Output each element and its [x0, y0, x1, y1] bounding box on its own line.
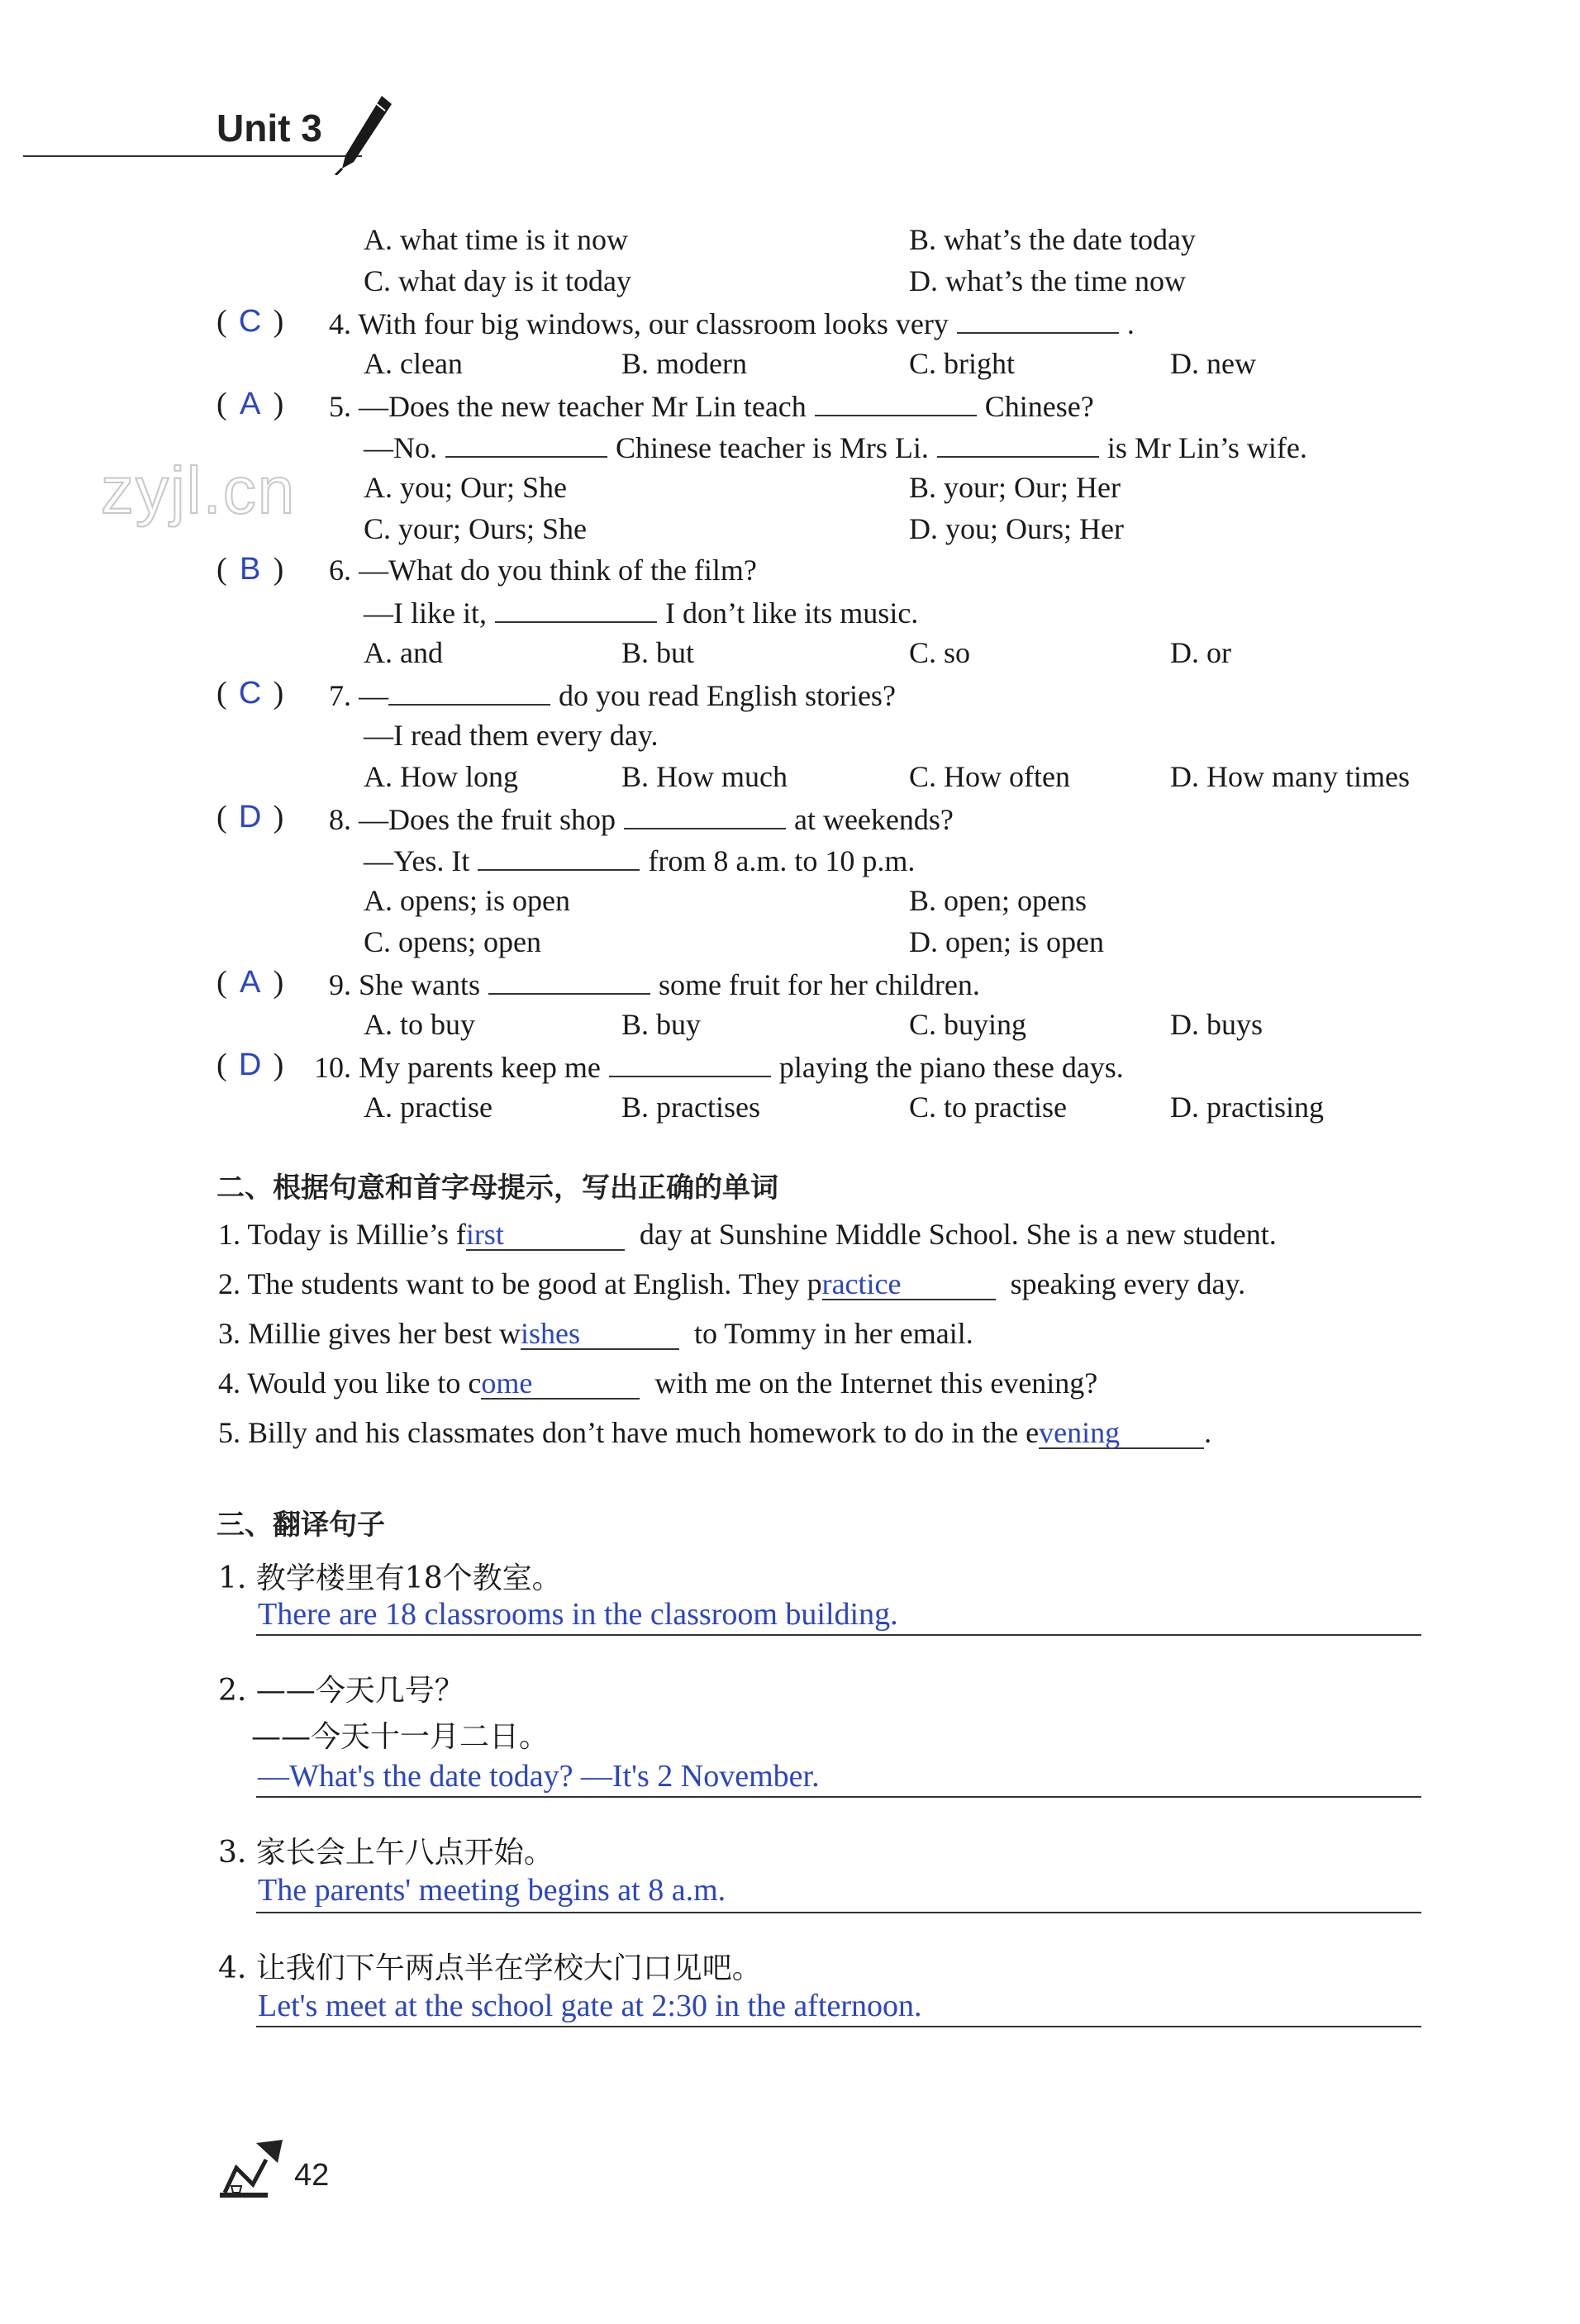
q10-option-b: B. practises — [621, 1091, 760, 1124]
q6-option-c: C. so — [909, 636, 971, 669]
translation-1-answer: There are 18 classrooms in the classroom building. — [258, 1597, 898, 1632]
answer-bracket-q9: ( A ) — [217, 965, 284, 1000]
translation-1-prompt: 1. 教学楼里有18个教室。 — [218, 1561, 562, 1595]
q3-option-c: C. what day is it today — [364, 264, 631, 297]
q5-option-d: D. you; Ours; Her — [909, 512, 1124, 545]
question-number: 10. — [314, 1051, 351, 1084]
answer-blank — [388, 679, 550, 706]
watermark: zyjl.cn — [101, 454, 297, 527]
fill-blank — [521, 1319, 679, 1350]
answer-blank — [609, 1051, 771, 1077]
answer-blank — [495, 596, 657, 623]
answer-letter: C — [238, 304, 262, 339]
q7-option-d: D. How many times — [1170, 760, 1410, 793]
q10-option-d: D. practising — [1170, 1091, 1324, 1124]
item-suffix: with me on the Internet this evening? — [654, 1366, 1098, 1400]
filled-answer: ractice — [821, 1267, 902, 1300]
question-stem-end: at weekends? — [793, 803, 954, 836]
question-stem: —Does the fruit shop — [359, 803, 616, 836]
filled-answer: ome — [481, 1366, 533, 1400]
translation-2-answer: —What's the date today? —It's 2 November. — [258, 1759, 820, 1794]
q8-option-d: D. open; is open — [909, 925, 1104, 958]
answer-bracket-q7: ( C ) — [217, 676, 284, 711]
filled-answer: vening — [1039, 1416, 1121, 1449]
item-prefix: 1. Today is Millie’s f — [218, 1218, 466, 1251]
q9-option-d: D. buys — [1170, 1008, 1264, 1041]
q5-option-c: C. your; Ours; She — [364, 512, 587, 545]
item-prefix: 4. Would you like to c — [218, 1366, 482, 1400]
item-prefix: 2. The students want to be good at English. They p — [218, 1267, 822, 1300]
question-stem: is Mr Lin’s wife. — [1106, 431, 1307, 464]
question-6-line-2 — [364, 596, 918, 628]
question-stem-end: . — [1126, 307, 1135, 340]
question-stem: My parents keep me — [359, 1051, 601, 1084]
q4-option-c: C. bright — [909, 347, 1016, 380]
question-7-line-2: —I read them every day. — [364, 719, 659, 752]
question-stem-end: playing the piano these days. — [778, 1051, 1124, 1084]
question-stem: With four big windows, our classroom looks very — [358, 307, 949, 340]
item-suffix: . — [1204, 1416, 1212, 1449]
section-2-item-4 — [218, 1368, 1097, 1400]
q5-option-a: A. you; Our; She — [364, 471, 567, 504]
question-stem: —Does the new teacher Mr Lin teach — [359, 390, 807, 423]
question-5-line-2 — [364, 431, 1307, 463]
answer-bracket-q8: ( D ) — [217, 800, 284, 834]
question-number: 4. — [329, 307, 351, 340]
q4-option-a: A. clean — [364, 347, 463, 380]
question-7 — [329, 679, 896, 711]
fill-blank — [822, 1269, 996, 1300]
section-2-item-5 — [218, 1418, 1211, 1449]
translation-2-prompt-2: ——今天十一月二日。 — [251, 1720, 550, 1754]
section-2-item-1 — [218, 1219, 1277, 1251]
question-number: 7. — [329, 679, 351, 712]
question-9 — [329, 968, 980, 1000]
item-suffix: speaking every day. — [1010, 1267, 1246, 1300]
q8-option-a: A. opens; is open — [364, 884, 570, 917]
question-number: 8. — [329, 803, 351, 836]
question-stem: Chinese teacher is Mrs Li. — [616, 431, 929, 464]
answer-line — [256, 2026, 1421, 2027]
filled-answer: ishes — [520, 1317, 580, 1350]
answer-blank — [478, 844, 640, 871]
item-suffix: day at Sunshine Middle School. She is a new student. — [639, 1218, 1277, 1251]
answer-blank — [488, 968, 650, 995]
answer-letter: A — [239, 965, 261, 1000]
q9-option-b: B. buy — [621, 1008, 702, 1041]
question-6 — [329, 555, 757, 585]
q6-option-d: D. or — [1170, 636, 1231, 669]
question-stem: —Yes. It — [364, 844, 470, 877]
section-2-title: 二、根据句意和首字母提示，写出正确的单词 — [217, 1172, 778, 1205]
q8-option-b: B. open; opens — [909, 884, 1087, 917]
question-number: 9. — [329, 968, 351, 1001]
desk-lamp-icon — [217, 2135, 291, 2199]
answer-letter: A — [239, 387, 261, 421]
question-8 — [329, 803, 954, 834]
q10-option-c: C. to practise — [909, 1091, 1067, 1124]
answer-letter: D — [238, 800, 262, 834]
answer-bracket-q4: ( C ) — [217, 304, 284, 339]
q5-option-b: B. your; Our; Her — [909, 471, 1121, 504]
fill-blank — [1039, 1418, 1204, 1449]
q4-option-d: D. new — [1170, 347, 1256, 380]
q3-option-d: D. what’s the time now — [909, 264, 1186, 297]
question-stem: — — [359, 679, 388, 712]
answer-line — [256, 1912, 1421, 1913]
question-stem: She wants — [359, 968, 480, 1001]
question-5 — [329, 390, 1094, 421]
answer-bracket-q10: ( D ) — [217, 1048, 284, 1082]
question-number: 6. — [329, 554, 351, 587]
answer-bracket-q6: ( B ) — [217, 552, 284, 587]
q7-option-b: B. How much — [621, 760, 788, 793]
question-10 — [314, 1051, 1124, 1082]
fill-blank — [481, 1368, 640, 1400]
q4-option-b: B. modern — [621, 347, 747, 380]
question-4 — [329, 307, 1135, 339]
q6-option-a: A. and — [364, 636, 443, 669]
item-prefix: 3. Millie gives her best w — [218, 1317, 521, 1350]
unit-title: Unit 3 — [217, 107, 322, 150]
question-stem: —What do you think of the film? — [359, 554, 757, 587]
header-rule — [23, 155, 362, 157]
translation-3-answer: The parents' meeting begins at 8 a.m. — [258, 1873, 726, 1908]
q6-option-b: B. but — [621, 636, 695, 669]
translation-4-answer: Let's meet at the school gate at 2:30 in the afternoon. — [258, 1989, 922, 2023]
question-stem: —No. — [364, 431, 437, 464]
filled-answer: irst — [465, 1218, 504, 1251]
answer-line — [256, 1634, 1421, 1636]
q7-option-c: C. How often — [909, 760, 1070, 793]
fill-blank — [466, 1219, 625, 1251]
answer-blank — [445, 431, 607, 458]
translation-4-prompt: 4. 让我们下午两点半在学校大门口见吧。 — [218, 1951, 762, 1985]
q9-option-c: C. buying — [909, 1008, 1027, 1041]
answer-letter: D — [238, 1048, 262, 1082]
translation-2-prompt: 2. ——今天几号？ — [218, 1674, 464, 1708]
translation-3-prompt: 3. 家长会上午八点开始。 — [218, 1836, 554, 1870]
q3-option-b: B. what’s the date today — [909, 223, 1196, 256]
q9-option-a: A. to buy — [364, 1008, 475, 1041]
answer-bracket-q5: ( A ) — [217, 387, 284, 421]
section-3-title: 三、翻译句子 — [217, 1509, 385, 1542]
question-number: 5. — [329, 390, 351, 423]
answer-blank — [624, 803, 786, 829]
section-2-item-3 — [218, 1319, 973, 1350]
question-stem: —I like it, — [364, 596, 487, 630]
question-stem: from 8 a.m. to 10 p.m. — [648, 844, 916, 877]
pen-icon — [331, 93, 397, 175]
answer-blank — [937, 431, 1099, 458]
item-suffix: to Tommy in her email. — [693, 1317, 973, 1350]
q10-option-a: A. practise — [364, 1091, 493, 1124]
answer-line — [256, 1796, 1421, 1798]
question-8-line-2 — [364, 844, 915, 876]
item-prefix: 5. Billy and his classmates don’t have much homework to do in the e — [218, 1416, 1040, 1449]
section-2-item-2 — [218, 1269, 1245, 1300]
question-stem: I don’t like its music. — [664, 596, 919, 630]
question-stem-end: Chinese? — [984, 390, 1094, 423]
page-number: 42 — [294, 2158, 330, 2193]
q3-option-a: A. what time is it now — [364, 223, 628, 256]
q8-option-c: C. opens; open — [364, 925, 541, 958]
q7-option-a: A. How long — [364, 760, 518, 793]
answer-blank — [815, 390, 977, 416]
answer-letter: C — [238, 676, 262, 711]
question-stem-end: some fruit for her children. — [659, 968, 980, 1001]
question-stem-end: do you read English stories? — [559, 679, 896, 712]
answer-letter: B — [239, 552, 261, 587]
answer-blank — [957, 307, 1119, 334]
